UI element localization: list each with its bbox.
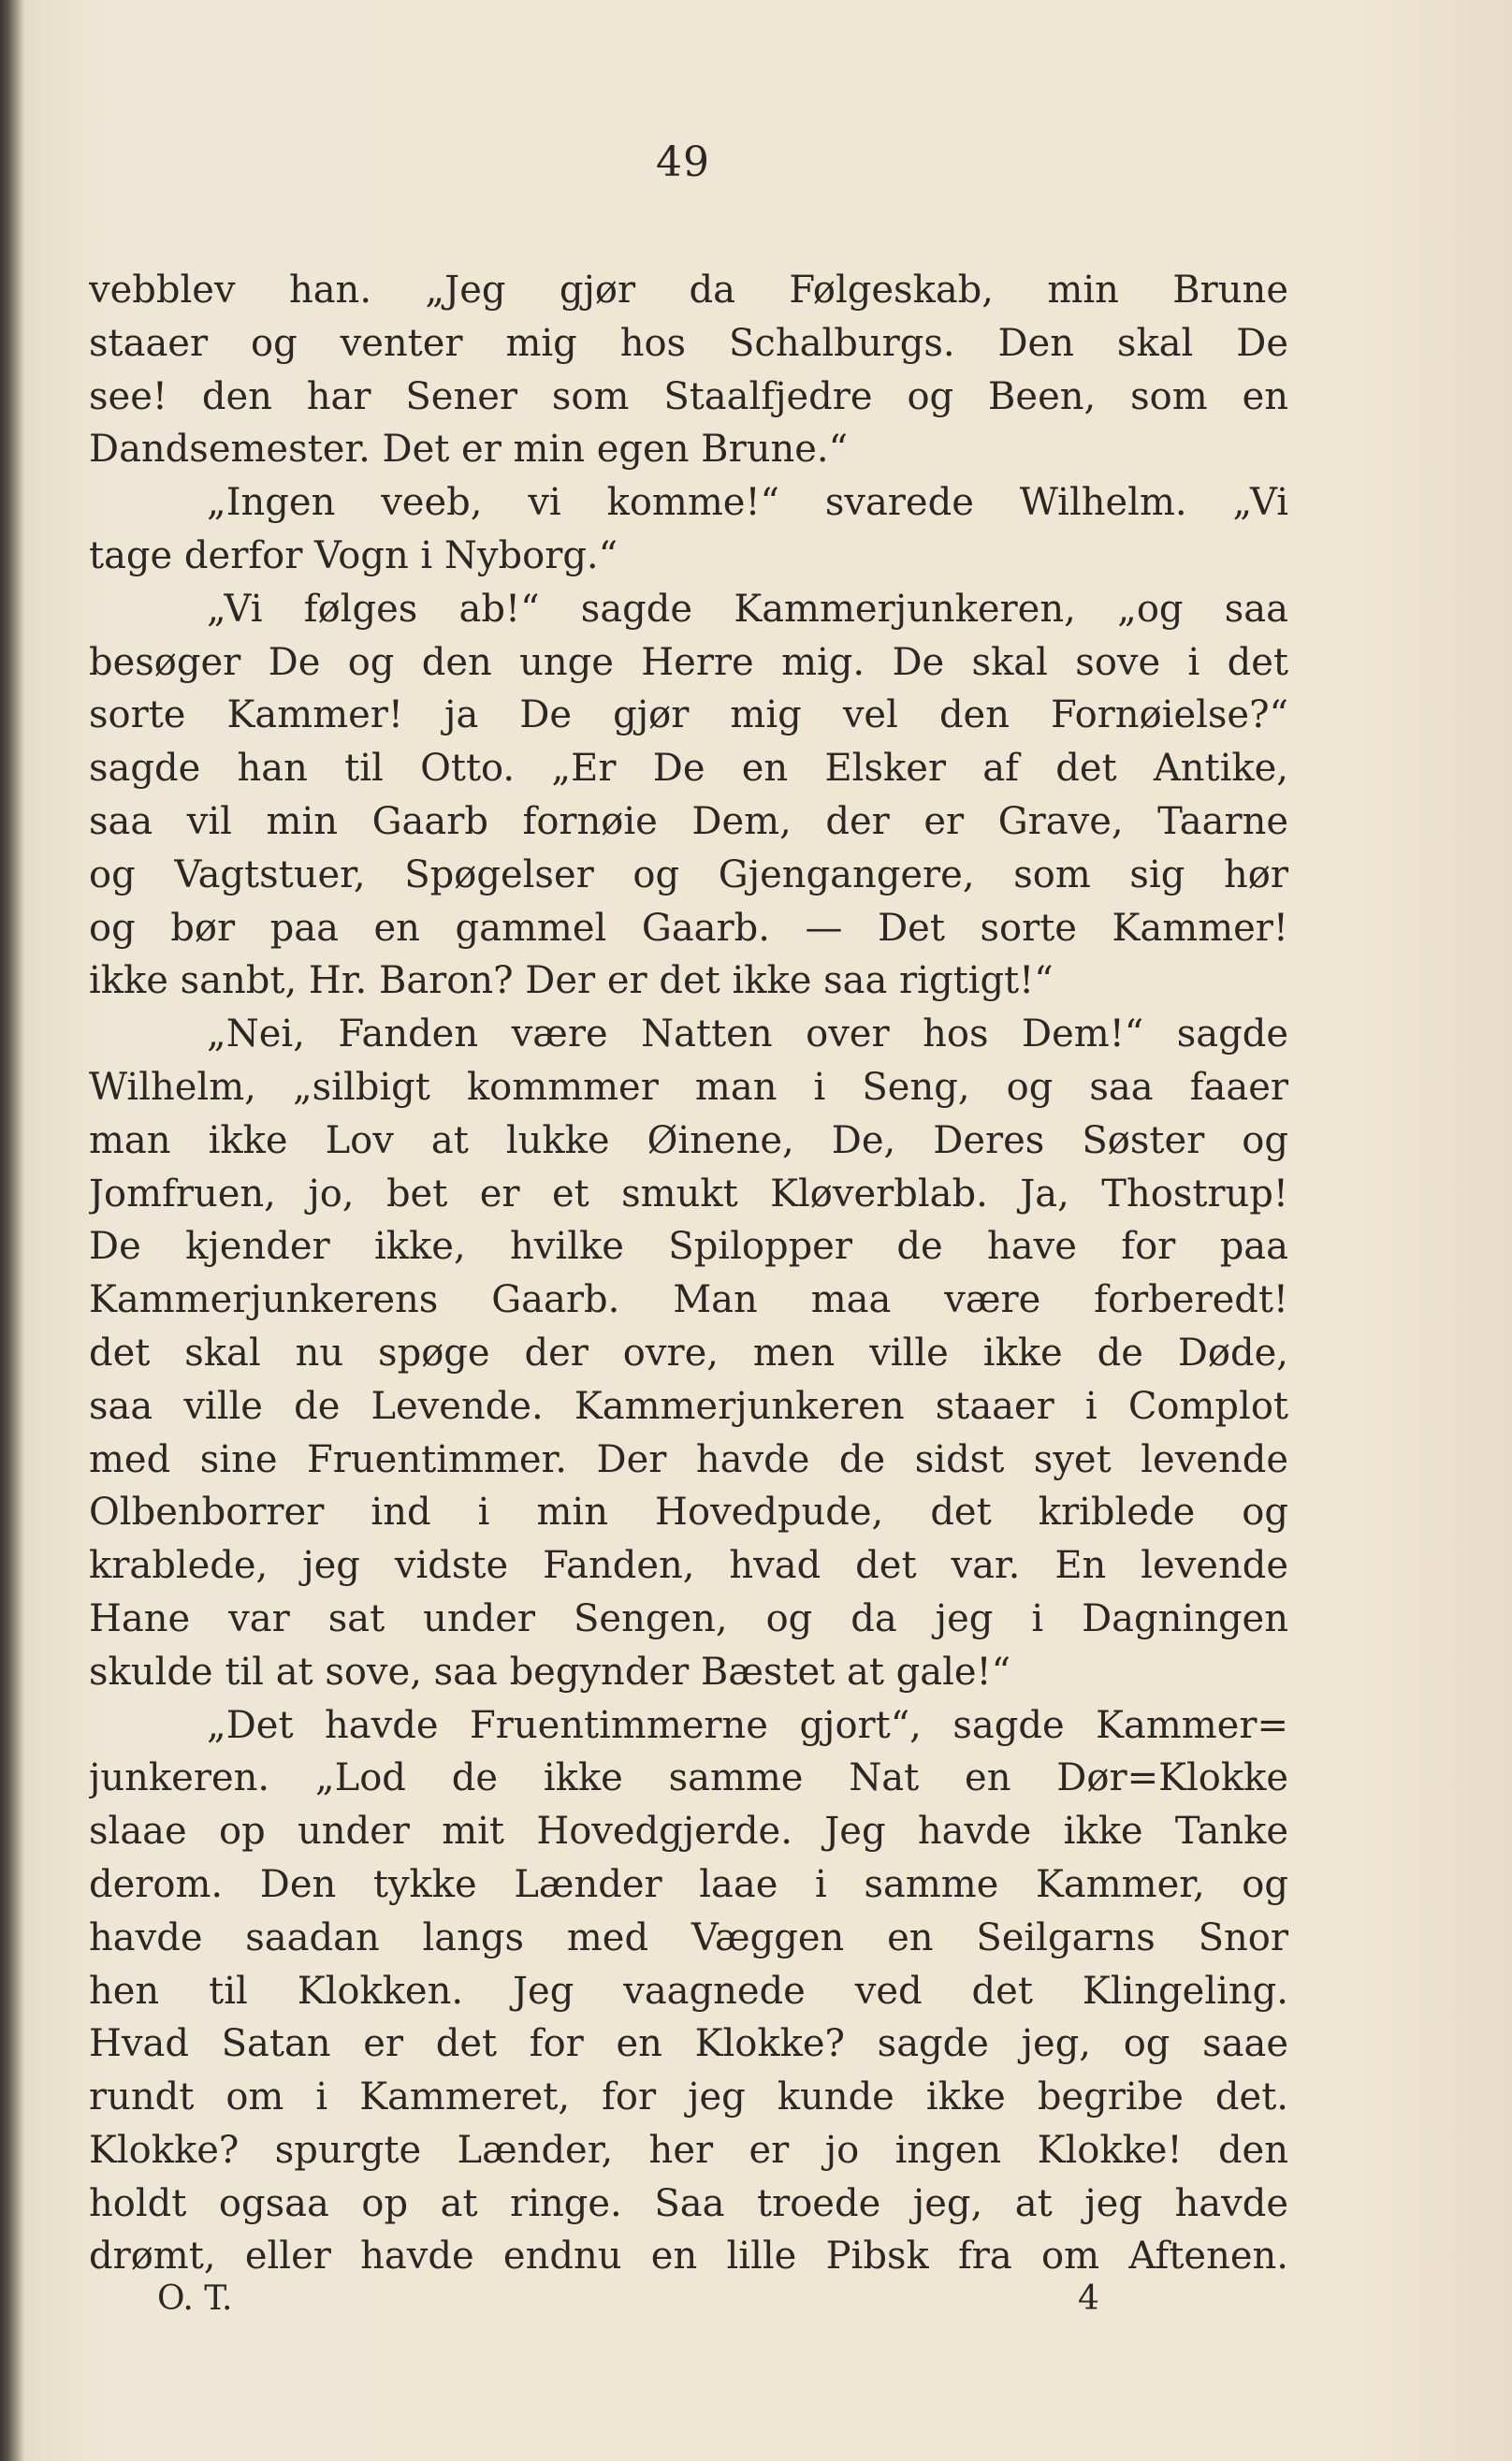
text-line: sagde han til Otto. „Er De en Elsker af det Antike, (89, 747, 1288, 791)
text-line: „Vi følges ab!“ sagde Kammerjunkeren, „og saa (207, 587, 1288, 631)
text-line: Dandsemester. Det er min egen Brune.“ (89, 428, 849, 472)
text-line: holdt ogsaa op at ringe. Saa troede jeg, at jeg havde (89, 2181, 1288, 2225)
text-line: skulde til at sove, saa begynder Bæstet at gale!“ (89, 1650, 1011, 1694)
text-line: „Det havde Fruentimmerne gjort“, sagde Kammer= (207, 1703, 1288, 1747)
spine-shadow (0, 0, 24, 2461)
text-line: det skal nu spøge der ovre, men ville ikke de Døde, (89, 1331, 1288, 1375)
text-line: slaae op under mit Hovedgjerde. Jeg havde ikke Tanke (89, 1810, 1288, 1854)
text-line: man ikke Lov at lukke Øinene, De, Deres Søster og (89, 1118, 1288, 1162)
text-line: vebblev han. „Jeg gjør da Følgeskab, min Brune (89, 269, 1288, 312)
text-line: og bør paa en gammel Gaarb. — Det sorte Kammer! (89, 906, 1288, 950)
text-line: tage derfor Vogn i Nyborg.“ (89, 533, 618, 577)
text-line: derom. Den tykke Lænder laae i samme Kammer, og (89, 1862, 1288, 1906)
text-line: havde saadan langs med Væggen en Seilgarns Snor (89, 1915, 1288, 1959)
text-line: Hvad Satan er det for en Klokke? sagde jeg, og saae (89, 2022, 1288, 2066)
text-line: rundt om i Kammeret, for jeg kunde ikke begribe det. (89, 2075, 1288, 2119)
text-line: Olbenborrer ind i min Hovedpude, det kriblede og (89, 1491, 1288, 1535)
text-line: „Nei, Fanden være Natten over hos Dem!“ sagde (207, 1012, 1288, 1056)
text-line: og Vagtstuer, Spøgelser og Gjengangere, som sig hør (89, 852, 1288, 896)
signature-mark: O. T. (157, 2279, 233, 2318)
text-line: besøger De og den unge Herre mig. De skal sove i det (89, 640, 1288, 684)
text-line: saa vil min Gaarb fornøie Dem, der er Grave, Taarne (89, 799, 1288, 843)
text-line: ikke sanbt, Hr. Baron? Der er det ikke saa rigtigt!“ (89, 959, 1054, 1003)
text-line: Hane var sat under Sengen, og da jeg i Dagningen (89, 1596, 1288, 1640)
text-line: „Ingen veeb, vi komme!“ svarede Wilhelm. „Vi (207, 481, 1288, 525)
text-line: saa ville de Levende. Kammerjunkeren staaer i Complot (89, 1384, 1288, 1428)
page-number: 49 (656, 138, 710, 186)
text-line: sorte Kammer! ja De gjør mig vel den Fornøielse?“ (89, 693, 1288, 737)
text-line: junkeren. „Lod de ikke samme Nat en Dør=Klokke (89, 1756, 1288, 1800)
sheet-number: 4 (1078, 2279, 1099, 2318)
text-line: drømt, eller havde endnu en lille Pibsk fra om Aftenen. (89, 2235, 1288, 2279)
text-line: hen til Klokken. Jeg vaagnede ved det Klingeling. (89, 1969, 1288, 2013)
text-line: Wilhelm, „silbigt kommmer man i Seng, og saa faaer (89, 1065, 1288, 1109)
text-line: De kjender ikke, hvilke Spilopper de have for paa (89, 1225, 1288, 1269)
text-line: Jomfruen, jo, bet er et smukt Kløverblab. Ja, Thostrup! (89, 1172, 1288, 1216)
text-line: krablede, jeg vidste Fanden, hvad det var. En levende (89, 1544, 1288, 1588)
text-line: staaer og venter mig hos Schalburgs. Den skal De (89, 321, 1288, 365)
text-line: Klokke? spurgte Lænder, her er jo ingen Klokke! den (89, 2128, 1288, 2172)
body-text (89, 264, 1288, 2283)
text-line: see! den har Sener som Staalfjedre og Been, som en (89, 374, 1288, 418)
text-line: med sine Fruentimmer. Der havde de sidst syet levende (89, 1437, 1288, 1481)
text-line: Kammerjunkerens Gaarb. Man maa være forberedt! (89, 1278, 1288, 1322)
